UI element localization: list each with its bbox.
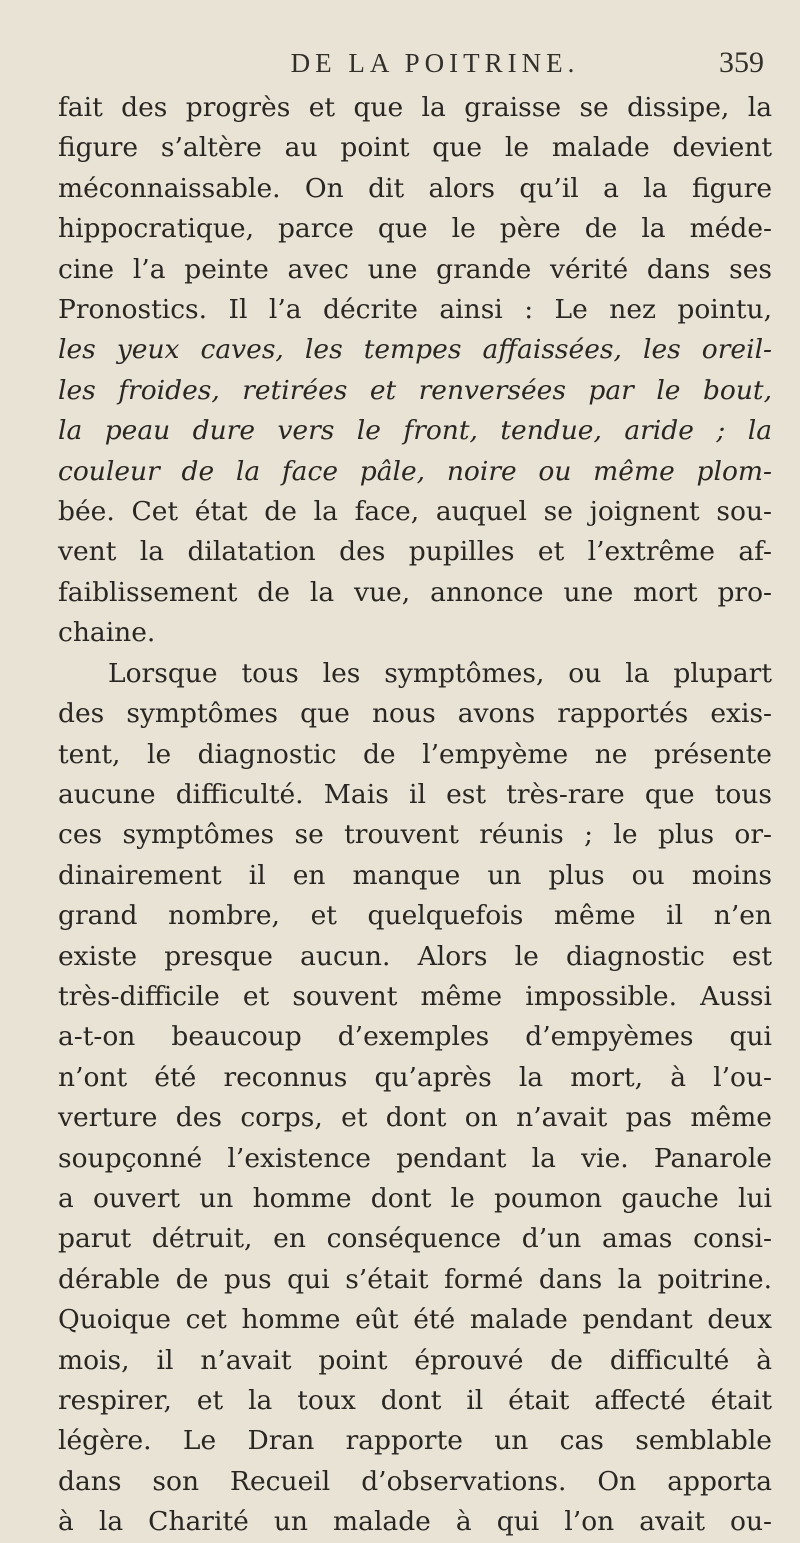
text-line: chaine. <box>58 617 156 649</box>
text-line: cine l’a peinte avec une grande vérité dans ses <box>58 253 772 285</box>
text-line: dans son Recueil d’observations. On apporta <box>58 1465 772 1497</box>
text-line: légère. Le Dran rapporte un cas semblable <box>58 1425 772 1457</box>
text-line: existe presque aucun. Alors le diagnostic est <box>58 940 772 972</box>
text-line: la peau dure vers le front, tendue, aride ; la <box>58 415 772 447</box>
text-line: les yeux caves, les tempes affaissées, les oreil- <box>58 334 772 366</box>
text-line: méconnaissable. On dit alors qu’il a la figure <box>58 172 772 204</box>
paragraph-1 <box>58 88 772 654</box>
text-line: Lorsque tous les symptômes, ou la plupart <box>108 657 772 689</box>
text-line: Quoique cet homme eût été malade pendant deux <box>58 1304 772 1336</box>
text-line: soupçonné l’existence pendant la vie. Panarole <box>58 1142 772 1174</box>
text-line: dérable de pus qui s’était formé dans la poitrine. <box>58 1263 772 1295</box>
text-line: des symptômes que nous avons rapportés exis- <box>58 698 772 730</box>
paragraph-2 <box>58 654 772 1543</box>
body-text <box>58 88 772 1543</box>
page-header <box>58 40 772 88</box>
text-line: ces symptômes se trouvent réunis ; le plus or- <box>58 819 772 851</box>
text-line: verture des corps, et dont on n’avait pas même <box>58 1102 772 1134</box>
running-head: DE LA POITRINE. <box>290 48 580 78</box>
text-line: grand nombre, et quelquefois même il n’en <box>58 900 772 932</box>
text-line: Pronostics. Il l’a décrite ainsi : Le nez pointu, <box>58 294 772 326</box>
text-line: hippocratique, parce que le père de la méde- <box>58 213 772 245</box>
text-line: parut détruit, en conséquence d’un amas consi- <box>58 1223 772 1255</box>
text-line: couleur de la face pâle, noire ou même plom- <box>58 455 772 487</box>
text-line: n’ont été reconnus qu’après la mort, à l’ou- <box>58 1061 772 1093</box>
text-line: à la Charité un malade à qui l’on avait ou- <box>58 1506 772 1538</box>
text-line: faiblissement de la vue, annonce une mort pro- <box>58 576 772 608</box>
text-line: vent la dilatation des pupilles et l’extrême af- <box>58 536 772 568</box>
text-line: a-t-on beaucoup d’exemples d’empyèmes qui <box>58 1021 772 1053</box>
text-line: les froides, retirées et renversées par le bout, <box>58 374 772 406</box>
text-line: mois, il n’avait point éprouvé de difficulté à <box>58 1344 772 1376</box>
text-line: bée. Cet état de la face, auquel se joignent sou- <box>58 496 772 528</box>
text-line: a ouvert un homme dont le poumon gauche lui <box>58 1182 772 1214</box>
text-line: figure s’altère au point que le malade devient <box>58 132 772 164</box>
text-line: dinairement il en manque un plus ou moins <box>58 859 772 891</box>
text-line: respirer, et la toux dont il était affecté était <box>58 1385 772 1416</box>
page-number: 359 <box>719 46 764 79</box>
text-line: aucune difficulté. Mais il est très-rare que tous <box>58 778 772 810</box>
text-line: fait des progrès et que la graisse se dissipe, la <box>58 92 772 123</box>
text-line: très-difficile et souvent même impossible. Aussi <box>58 980 772 1012</box>
text-line: tent, le diagnostic de l’empyème ne présente <box>58 738 772 770</box>
